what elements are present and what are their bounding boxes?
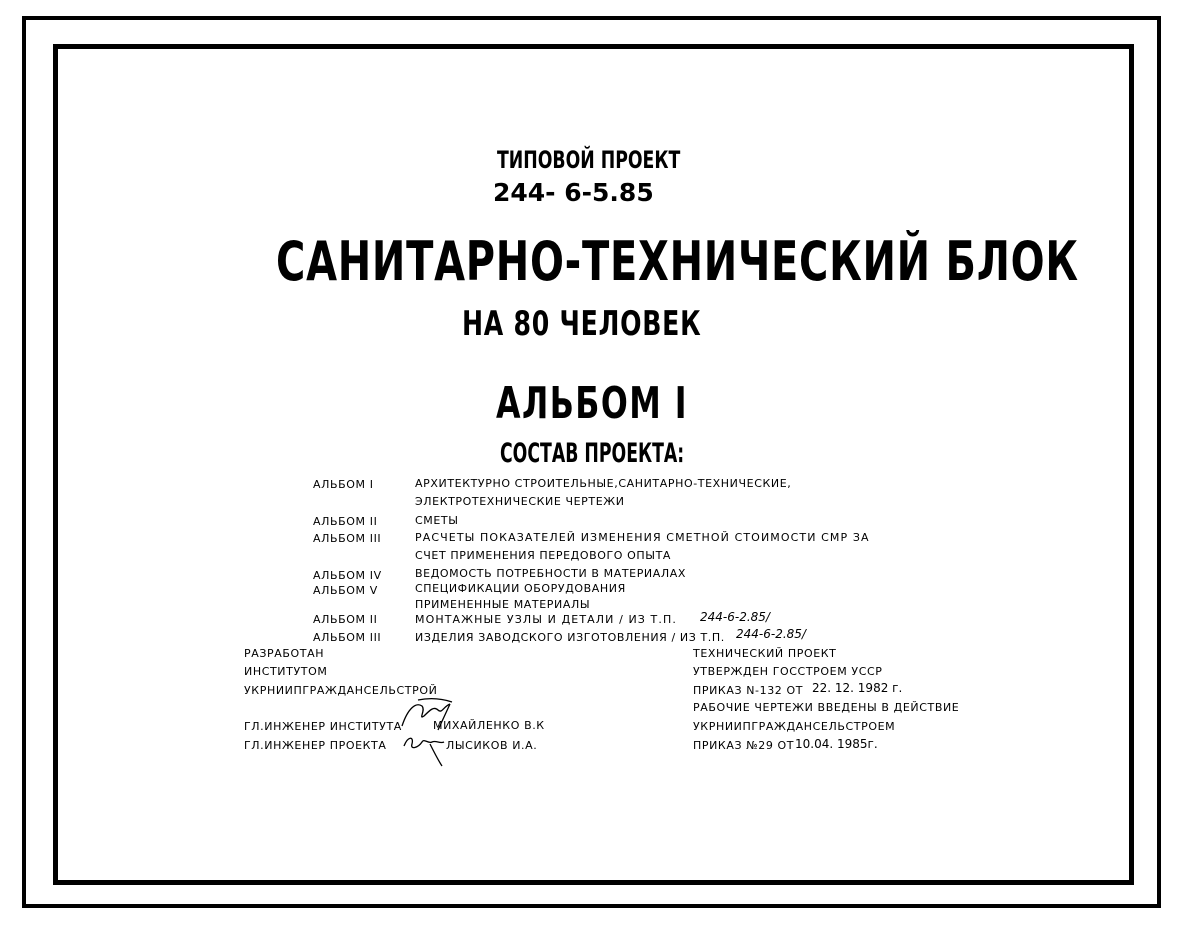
- composition-album-6: АЛЬБОМ II: [313, 613, 378, 626]
- composition-desc-6: МОНТАЖНЫЕ УЗЛЫ И ДЕТАЛИ / ИЗ Т.П.: [415, 613, 677, 626]
- composition-album-5: АЛЬБОМ V: [313, 584, 378, 597]
- approval-line-5: УКРНИИПГРАЖДАНСЕЛЬСТРОЕМ: [693, 720, 896, 733]
- institute-label: ИНСТИТУТОМ: [244, 665, 328, 678]
- approval-date-1: 22. 12. 1982 г.: [812, 681, 903, 695]
- approval-line-6: ПРИКАЗ №29 ОТ: [693, 739, 795, 752]
- document-title: САНИТАРНО-ТЕХНИЧЕСКИЙ БЛОК: [276, 230, 1079, 293]
- project-type: ТИПОВОЙ ПРОЕКТ: [497, 146, 681, 174]
- composition-album-2: АЛЬБОМ II: [313, 515, 378, 528]
- composition-desc-3b: СЧЕТ ПРИМЕНЕНИЯ ПЕРЕДОВОГО ОПЫТА: [415, 549, 672, 562]
- composition-ref-7: 244-6-2.85/: [736, 627, 806, 641]
- composition-heading: СОСТАВ ПРОЕКТА:: [500, 438, 685, 469]
- document-subtitle: НА 80 ЧЕЛОВЕК: [462, 304, 702, 344]
- composition-desc-5a: СПЕЦИФИКАЦИИ ОБОРУДОВАНИЯ: [415, 582, 626, 595]
- composition-album-1: АЛЬБОМ I: [313, 478, 374, 491]
- composition-desc-1b: ЭЛЕКТРОТЕХНИЧЕСКИЕ ЧЕРТЕЖИ: [415, 495, 625, 508]
- approval-line-1: ТЕХНИЧЕСКИЙ ПРОЕКТ: [693, 647, 837, 660]
- signature-chief-project: [400, 728, 450, 768]
- composition-desc-1a: АРХИТЕКТУРНО СТРОИТЕЛЬНЫЕ,САНИТАРНО-ТЕХНИЧЕСКИЕ,: [415, 477, 792, 490]
- organization-name: УКРНИИПГРАЖДАНСЕЛЬСТРОЙ: [244, 684, 438, 697]
- composition-desc-3a: РАСЧЕТЫ ПОКАЗАТЕЛЕЙ ИЗМЕНЕНИЯ СМЕТНОЙ СТОИМОСТИ СМР ЗА: [415, 531, 870, 544]
- chief-project-role: ГЛ.ИНЖЕНЕР ПРОЕКТА: [244, 739, 387, 752]
- composition-album-4: АЛЬБОМ IV: [313, 569, 382, 582]
- composition-album-7: АЛЬБОМ III: [313, 631, 382, 644]
- approval-date-2: 10.04. 1985г.: [795, 737, 878, 751]
- composition-album-3: АЛЬБОМ III: [313, 532, 382, 545]
- composition-desc-2: СМЕТЫ: [415, 514, 459, 527]
- developed-label: РАЗРАБОТАН: [244, 647, 325, 660]
- composition-desc-4: ВЕДОМОСТЬ ПОТРЕБНОСТИ В МАТЕРИАЛАХ: [415, 567, 687, 580]
- chief-project-name: ЛЫСИКОВ И.А.: [446, 739, 538, 752]
- album-heading: АЛЬБОМ I: [496, 378, 688, 429]
- approval-line-3: ПРИКАЗ N-132 ОТ: [693, 684, 804, 697]
- composition-desc-7: ИЗДЕЛИЯ ЗАВОДСКОГО ИЗГОТОВЛЕНИЯ / ИЗ Т.П.: [415, 631, 725, 644]
- approval-line-4: РАБОЧИЕ ЧЕРТЕЖИ ВВЕДЕНЫ В ДЕЙСТВИЕ: [693, 701, 960, 714]
- chief-institute-name: МИХАЙЛЕНКО В.К: [433, 719, 545, 732]
- project-number: 244- 6-5.85: [493, 178, 654, 207]
- approval-line-2: УТВЕРЖДЕН ГОССТРОЕМ УССР: [693, 665, 883, 678]
- composition-desc-5b: ПРИМЕНЕННЫЕ МАТЕРИАЛЫ: [415, 598, 591, 611]
- composition-ref-6: 244-6-2.85/: [700, 610, 770, 624]
- chief-institute-role: ГЛ.ИНЖЕНЕР ИНСТИТУТА: [244, 720, 402, 733]
